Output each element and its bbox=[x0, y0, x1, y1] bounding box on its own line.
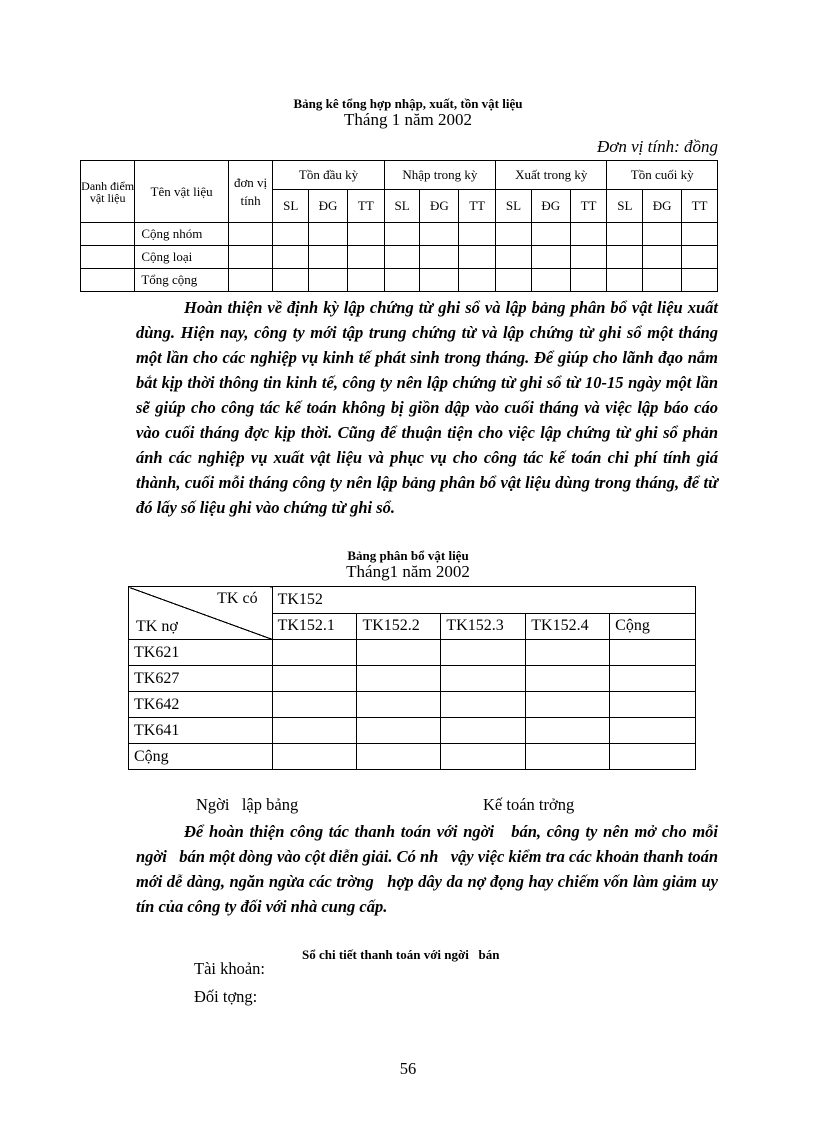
corner-debit-label: TK nợ bbox=[136, 618, 178, 635]
row-label: Cộng nhóm bbox=[135, 223, 228, 246]
table-row bbox=[81, 269, 718, 292]
sub-sl: SL bbox=[273, 190, 309, 223]
col-header: Cộng bbox=[610, 613, 696, 640]
sub-dg: ĐG bbox=[309, 190, 348, 223]
header-import: Nhập trong kỳ bbox=[384, 161, 495, 190]
table2-title: Bảng phân bổ vật liệu bbox=[347, 548, 469, 563]
sub-dg: ĐG bbox=[643, 190, 682, 223]
table-row bbox=[129, 718, 696, 744]
row-label: Cộng bbox=[129, 744, 273, 770]
table-row bbox=[129, 692, 696, 718]
sub-tt: TT bbox=[347, 190, 384, 223]
header-unit: đơn vị tính bbox=[228, 161, 273, 223]
preparer-signature-label: Ngời lập bảng bbox=[196, 795, 299, 814]
account-label: Tài khoản: bbox=[194, 959, 266, 978]
allocation-table bbox=[128, 586, 696, 770]
col-header: TK152.2 bbox=[357, 613, 441, 640]
sub-dg: ĐG bbox=[420, 190, 459, 223]
row-label: TK627 bbox=[129, 666, 273, 692]
header-item-code: Danh điểm vật liệu bbox=[81, 161, 135, 223]
header-closing: Tồn cuối kỳ bbox=[607, 161, 718, 190]
row-label: TK621 bbox=[129, 640, 273, 666]
table1-subtitle: Tháng 1 năm 2002 bbox=[344, 110, 472, 129]
sub-sl: SL bbox=[384, 190, 420, 223]
row-label: Cộng loại bbox=[135, 246, 228, 269]
header-row-1 bbox=[81, 161, 718, 190]
sub-dg: ĐG bbox=[531, 190, 570, 223]
subject-label: Đối tợng: bbox=[194, 987, 258, 1006]
ledger-title: Sổ chi tiết thanh toán với ngời bán bbox=[302, 947, 500, 962]
col-header: TK152.4 bbox=[526, 613, 610, 640]
table-row bbox=[129, 666, 696, 692]
table-row bbox=[81, 246, 718, 269]
row-label: TK641 bbox=[129, 718, 273, 744]
page-number: 56 bbox=[399, 1059, 417, 1078]
sub-sl: SL bbox=[607, 190, 643, 223]
sub-tt: TT bbox=[570, 190, 607, 223]
sub-tt: TT bbox=[459, 190, 496, 223]
col-header: TK152.3 bbox=[441, 613, 526, 640]
group-header: TK152 bbox=[272, 587, 695, 614]
col-header: TK152.1 bbox=[272, 613, 357, 640]
corner-cell bbox=[129, 587, 273, 640]
sub-sl: SL bbox=[496, 190, 532, 223]
header-row-1 bbox=[129, 587, 696, 614]
header-material-name: Tên vật liệu bbox=[135, 161, 228, 223]
paragraph-schedule-improvement: Hoàn thiện về định kỳ lập chứng từ ghi sổ và lập bảng phân bổ vật liệu xuất dùng. Hiện nay, công ty mới tập trung chứng từ và lập chứng từ ghi sổ một tháng một lần cho các nghiệp vụ kinh tế phát sinh trong tháng. Để giúp cho lãnh đạo nắm bắt kịp thời thông tin kinh tế, công ty nên lập chứng từ ghi sổ từ 10-15 ngày một lần sẽ giúp cho công tác kế toán không bị giồn dập vào cuối tháng và việc lập báo cáo vào cuối tháng đợc kịp thời. Cũng để thuận tiện cho việc lập chứng từ ghi sổ phản ánh các nghiệp vụ xuất vật liệu và phục vụ cho công tác kế toán chi phí tính giá thành, cuối mỗi tháng công ty nên lập bảng phân bổ vật liệu dùng trong tháng, để từ đó lấy số liệu ghi vào chứng từ ghi sổ. bbox=[136, 298, 718, 517]
table-row bbox=[129, 640, 696, 666]
row-label: TK642 bbox=[129, 692, 273, 718]
table1-unit: Đơn vị tính: đồng bbox=[597, 137, 718, 156]
table1-title: Bảng kê tổng hợp nhập, xuất, tồn vật liệu bbox=[293, 96, 523, 111]
chief-accountant-signature-label: Kế toán trởng bbox=[483, 795, 575, 814]
corner-credit-label: TK có bbox=[217, 590, 258, 607]
sub-tt: TT bbox=[682, 190, 718, 223]
summary-table bbox=[80, 160, 718, 292]
header-opening: Tồn đầu kỳ bbox=[273, 161, 384, 190]
table-row bbox=[81, 223, 718, 246]
row-label: Tổng cộng bbox=[135, 269, 228, 292]
paragraph-payment-improvement: Để hoàn thiện công tác thanh toán với ngời bán, công ty nên mở cho mỗi ngời bán một dòng vào cột diễn giải. Có nh vậy việc kiểm tra các khoản thanh toán mới dễ dàng, ngăn ngừa các trờng hợp dây da nợ đọng hay chiếm vốn làm giảm uy tín của công ty đối với nhà cung cấp. bbox=[136, 822, 723, 916]
table2-subtitle: Tháng1 năm 2002 bbox=[346, 562, 470, 581]
table-row bbox=[129, 744, 696, 770]
header-export: Xuất trong kỳ bbox=[496, 161, 607, 190]
